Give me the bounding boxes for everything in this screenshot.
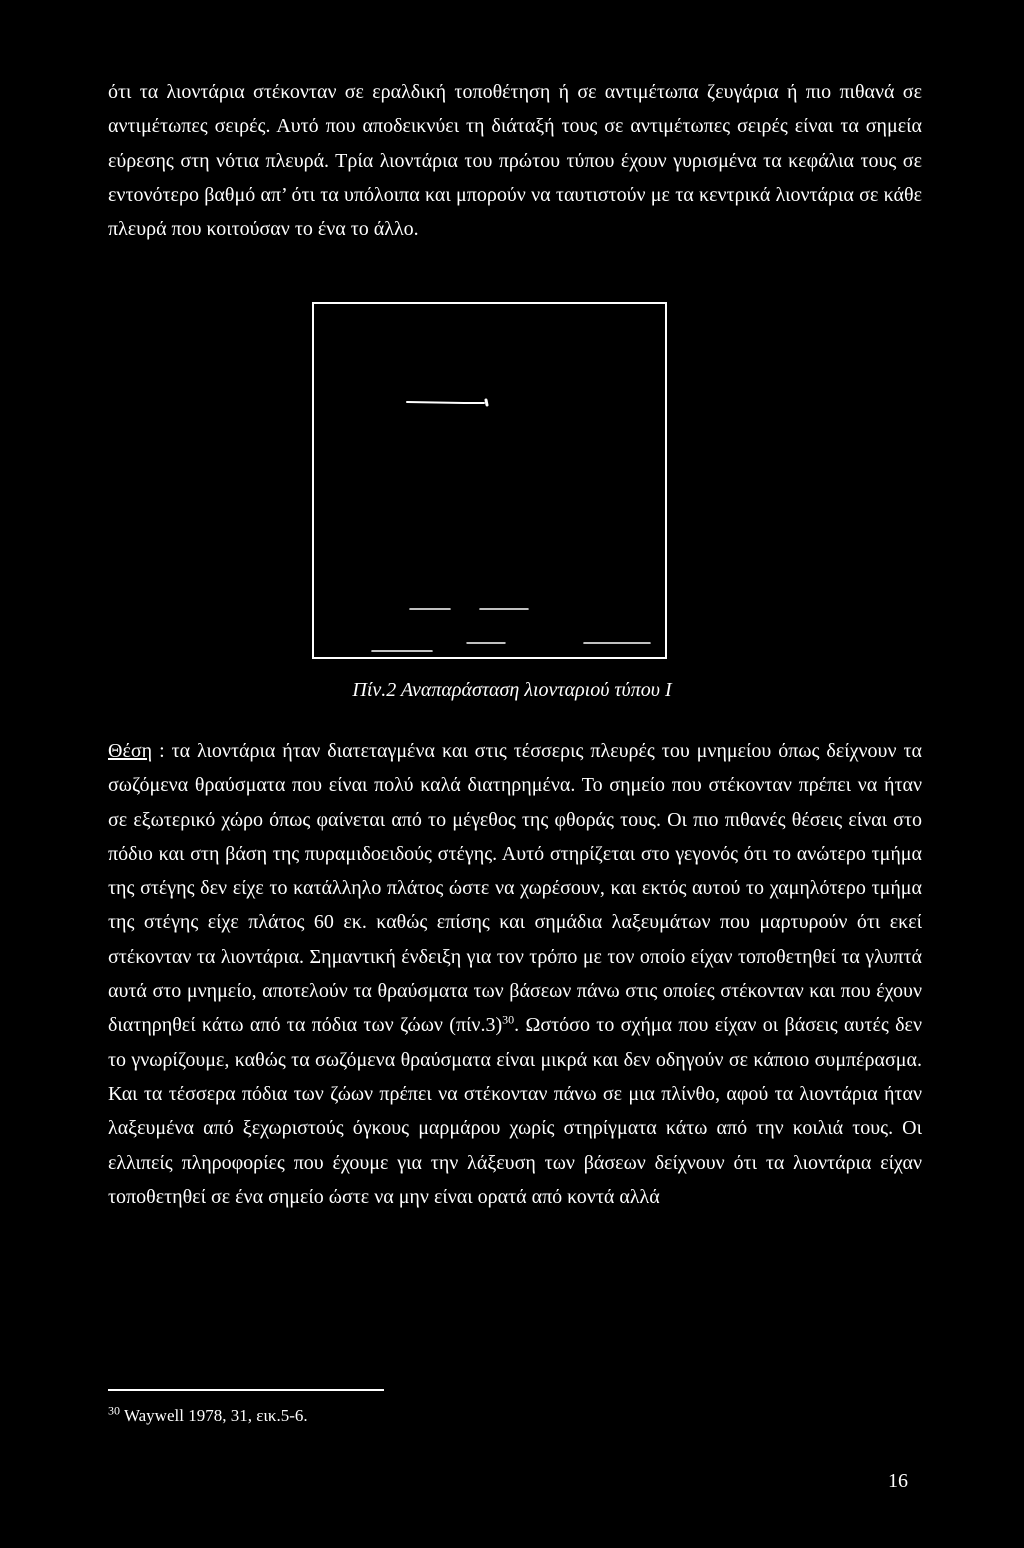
figure-mark-top-end	[486, 400, 487, 405]
footnote-divider	[108, 1389, 384, 1391]
footnote-number: 30	[108, 1403, 120, 1418]
page-number: 16	[888, 1470, 908, 1492]
footnote	[108, 1404, 308, 1428]
heading-separator: :	[152, 740, 172, 762]
figure-mark-top	[407, 402, 484, 403]
paragraph-text-part-1: τα λιοντάρια ήταν διατεταγμένα και στις τέσσερις πλευρές του μνημείου όπως δείχνουν τα σωζόμενα θραύσματα που είναι πολύ καλά διατηρημένα. Το σημείο που στέκονταν πρέπει να ήταν σε εξωτερικό χώρο όπως φαίνεται από το μέγεθος της φθοράς τους. Οι πιο πιθανές θέσεις είναι στο πόδιο και στη βάση της πυραμιδοειδούς στέγης. Αυτό στηρίζεται στο γεγονός ότι το ανώτερο τμήμα της στέγης δεν είχε το κατάλληλο πλάτος ώστε να χωρέσουν, και εκτός αυτού το χαμηλότερο τμήμα της στέγης είχε πλάτος 60 εκ. καθώς επίσης και σημάδια λαξευμάτων που μαρτυρούν ότι εκεί στέκονταν τα λιοντάρια. Σημαντική ένδειξη για τον τρόπο με τον οποίο είχαν τοποθετηθεί τα γλυπτά αυτά στο μνημείο, αποτελούν τα θραύσματα των βάσεων πάνω στις οποίες στέκονταν και που έχουν διατηρηθεί κάτω από τα πόδια των ζώων (πίν.3)	[108, 740, 922, 1037]
footnote-text: Waywell 1978, 31, εικ.5-6.	[120, 1406, 308, 1425]
figure-illustration	[314, 304, 665, 657]
footnote-reference: 30	[502, 1012, 515, 1027]
body-paragraph-2	[108, 734, 922, 1214]
figure-frame	[312, 302, 667, 659]
body-paragraph-1: ότι τα λιοντάρια στέκονταν σε εραλδική τοποθέτηση ή σε αντιμέτωπα ζευγάρια ή πιο πιθανά σε αντιμέτωπες σειρές. Αυτό που αποδεικνύει τη διάταξή τους σε αντιμέτωπες σειρές είναι τα σημεία εύρεσης στη νότια πλευρά. Τρία λιοντάρια του πρώτου τύπου έχουν γυρισμένα τα κεφάλια τους σε εντονότερο βαθμό απ’ ότι τα υπόλοιπα και μπορούν να ταυτιστούν με τα κεντρικά λιοντάρια σε κάθε πλευρά που κοιτούσαν το ένα το άλλο.	[108, 81, 922, 241]
paragraph-text-part-2: . Ωστόσο το σχήμα που είχαν οι βάσεις αυτές δεν το γνωρίζουμε, καθώς τα σωζόμενα θραύσματα είναι μικρά και δεν οδηγούν σε κάποιο συμπέρασμα. Και τα τέσσερα πόδια των ζώων πρέπει να στέκονταν πάνω σε μια πλίνθο, αφού τα λιοντάρια ήταν λαξευμένα από ξεχωριστούς όγκους μαρμάρου χωρίς στηρίγματα κάτω από την κοιλιά τους. Οι ελλιπείς πληροφορίες που έχουμε για την λάξευση των βάσεων δείχνουν ότι τα λιοντάρια είχαν τοποθετηθεί σε ένα σημείο ώστε να μην είναι ορατά από κοντά αλλά	[108, 1014, 922, 1208]
paragraph-heading: Θέση	[108, 740, 153, 762]
figure-caption: Πίν.2 Αναπαράσταση λιονταριού τύπου Ι	[352, 679, 672, 701]
